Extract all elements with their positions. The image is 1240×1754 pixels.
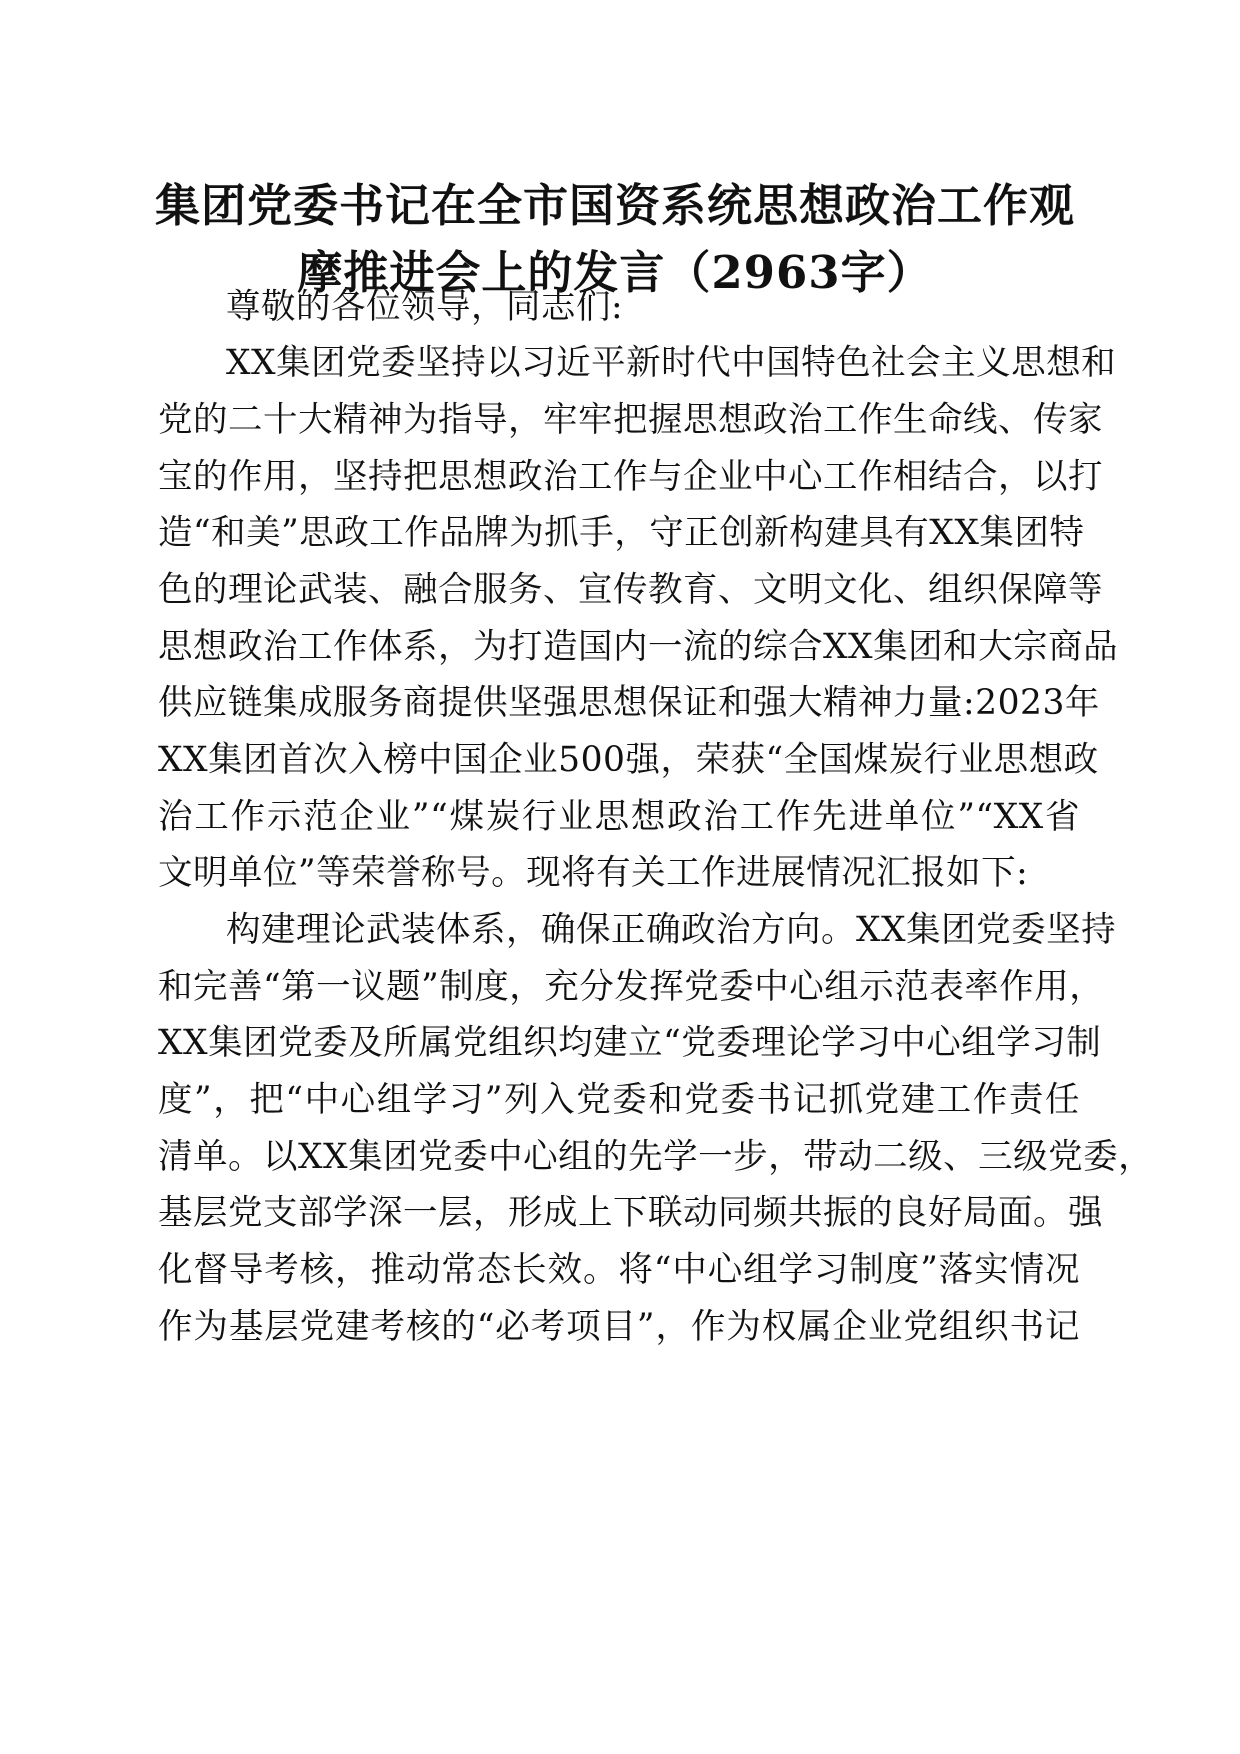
title-line: 摩推进会上的发言（2963字） — [297, 246, 933, 299]
paragraph1-line: 思想政治工作体系，为打造国内一流的综合XX集团和大宗商品 — [158, 627, 1119, 667]
paragraph1-line: 党的二十大精神为指导，牢牢把握思想政治工作生命线、传家 — [158, 400, 1103, 440]
paragraph1-line: 治工作示范企业”“煤炭行业思想政治工作先进单位”“XX省 — [158, 797, 1080, 837]
paragraph2-line: 化督导考核，推动常态长效。将“中心组学习制度”落实情况 — [158, 1250, 1080, 1290]
paragraph1-line: XX集团党委坚持以习近平新时代中国特色社会主义思想和 — [226, 343, 1117, 383]
paragraph2-line: XX集团党委及所属党组织均建立“党委理论学习中心组学习制 — [158, 1023, 1102, 1063]
paragraph2-line: 构建理论武装体系，确保正确政治方向。XX集团党委坚持 — [226, 910, 1117, 950]
title-line: 集团党委书记在全市国资系统思想政治工作观 — [154, 179, 1075, 232]
paragraph2-line: 作为基层党建考核的“必考项目”，作为权属企业党组织书记 — [158, 1307, 1080, 1347]
paragraph1-line: 文明单位”等荣誉称号。现将有关工作进展情况汇报如下: — [158, 853, 1029, 893]
paragraph1-line: 造“和美”思政工作品牌为抓手，守正创新构建具有XX集团特 — [158, 513, 1085, 553]
paragraph2-line: 清单。以XX集团党委中心组的先学一步，带动二级、三级党委， — [158, 1137, 1154, 1177]
paragraph2-line: 基层党支部学深一层，形成上下联动同频共振的良好局面。强 — [158, 1193, 1103, 1233]
document-title — [150, 172, 1080, 306]
paragraph1-line: XX集团首次入榜中国企业500强，荣获“全国煤炭行业思想政 — [158, 740, 1099, 780]
paragraph1-line: 色的理论武装、融合服务、宣传教育、文明文化、组织保障等 — [158, 570, 1103, 610]
paragraph2-line: 度”，把“中心组学习”列入党委和党委书记抓党建工作责任 — [158, 1080, 1080, 1120]
salutation: 尊敬的各位领导，同志们: — [226, 287, 624, 327]
paragraph2-line: 和完善“第一议题”制度，充分发挥党委中心组示范表率作用， — [158, 967, 1105, 1007]
paragraph1-line: 供应链集成服务商提供坚强思想保证和强大精神力量:2023年 — [158, 683, 1100, 723]
paragraph1-line: 宝的作用，坚持把思想政治工作与企业中心工作相结合，以打 — [158, 457, 1103, 497]
